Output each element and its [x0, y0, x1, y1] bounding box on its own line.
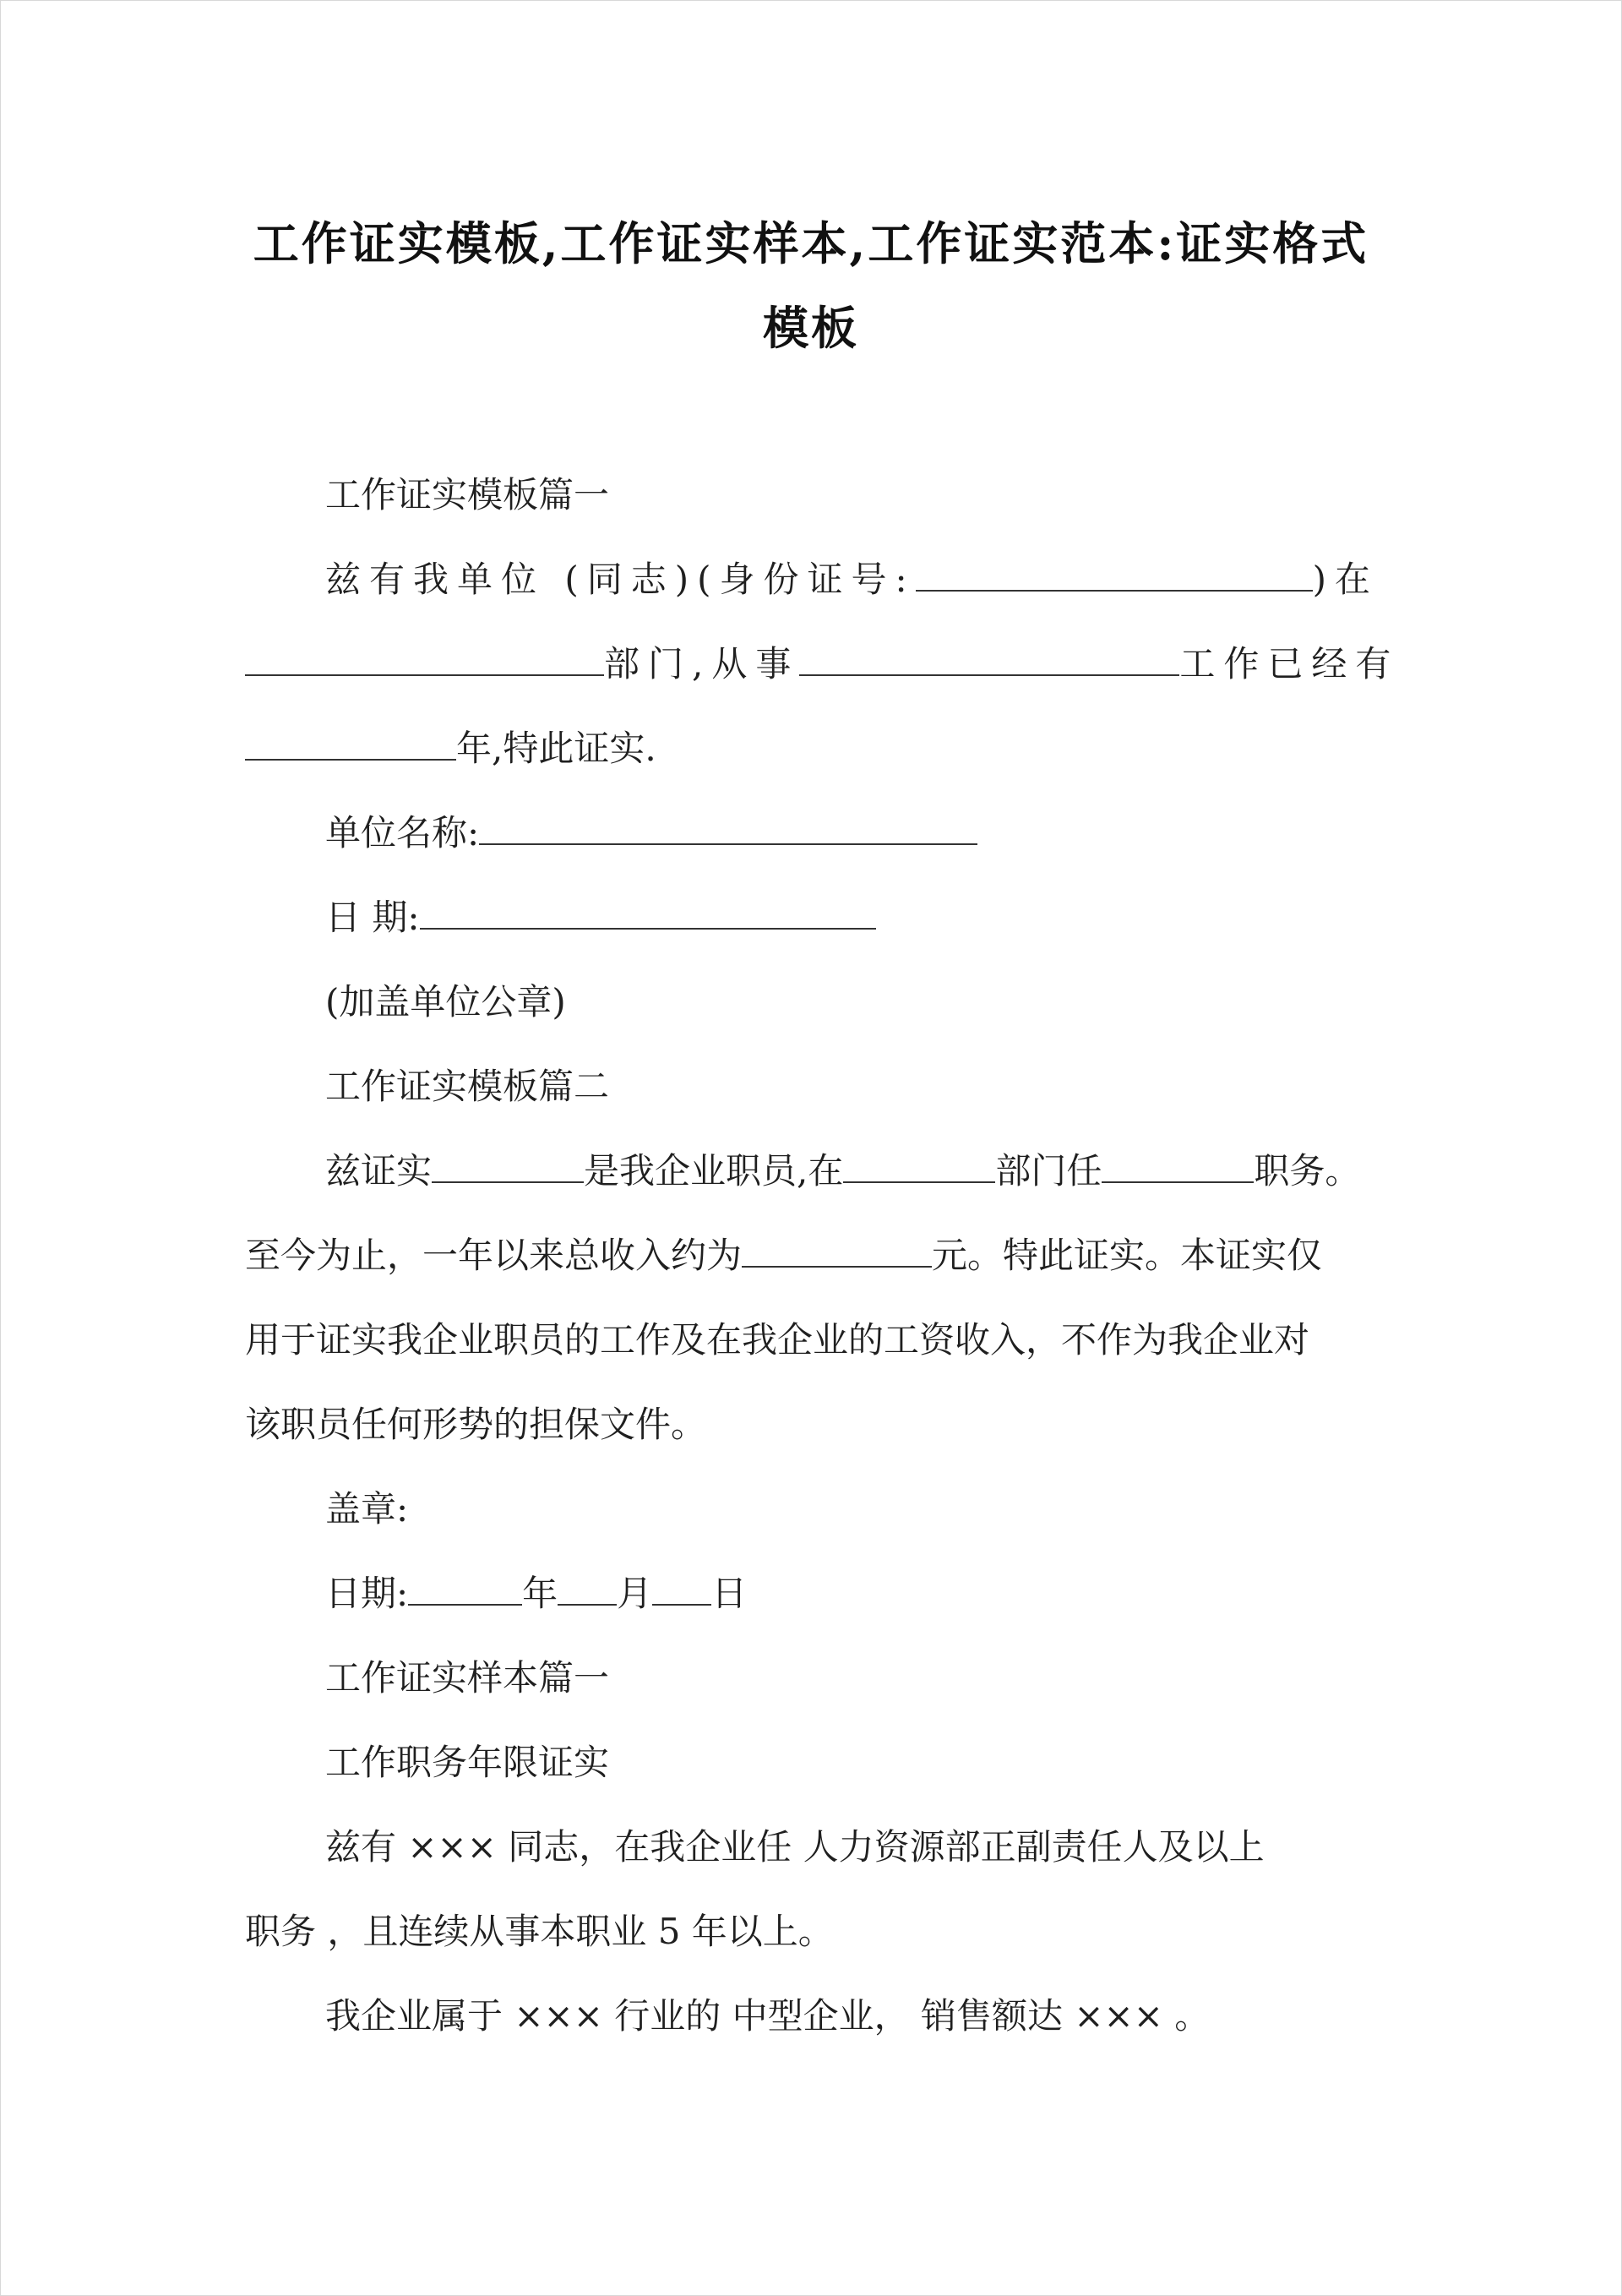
text-segment: 至今为止，一年以来总收入约为: [245, 1235, 743, 1276]
text-segment: 兹证实: [325, 1150, 433, 1192]
years-blank: [245, 727, 456, 761]
date-label: 日期:: [325, 1573, 409, 1614]
work-blank: [799, 642, 1179, 676]
income-blank: [742, 1234, 932, 1268]
document-title: 工作证实模板,工作证实样本,工作证实范本:证实格式模板: [253, 216, 1369, 355]
text-segment: 是我企业职员,在: [584, 1150, 844, 1192]
seal-note: (加盖单位公章): [325, 981, 566, 1023]
text-segment: )在: [1312, 559, 1380, 600]
department-blank: [843, 1149, 995, 1183]
year-label: 年: [522, 1573, 558, 1614]
section3-paragraph-line2: 职务 ，且连续从事本职业 5 年以上。: [245, 1911, 834, 1952]
text-segment: 工作已经有: [1179, 643, 1400, 684]
day-blank: [652, 1572, 711, 1606]
month-label: 月: [617, 1573, 653, 1614]
section2-date-line: [325, 1568, 747, 1619]
unit-name-line: [325, 808, 977, 859]
text-segment: 年,特此证实.: [456, 728, 656, 769]
section2-paragraph-line4: 该职员任何形势的担保文件。: [245, 1404, 707, 1445]
month-blank: [558, 1572, 617, 1606]
name-blank: [432, 1149, 584, 1183]
text-segment: 元。特此证实。本证实仅: [932, 1235, 1323, 1276]
section3-paragraph2: 我企业属于 ××× 行业的 中型企业， 销售额达 ××× 。: [325, 1995, 1211, 2037]
section1-paragraph-line1: [325, 554, 1379, 605]
day-label: 日: [711, 1573, 748, 1614]
section3-subheading: 工作职务年限证实: [325, 1742, 610, 1783]
date-blank: [420, 896, 876, 930]
section2-paragraph-line1: [325, 1146, 1360, 1197]
text-segment: 职务。: [1254, 1150, 1361, 1192]
date-label: 日 期:: [325, 897, 420, 938]
year-blank: [408, 1572, 522, 1606]
section1-paragraph-line3: [245, 723, 656, 774]
section2-paragraph-line3: 用于证实我企业职员的工作及在我企业的工资收入，不作为我企业对: [245, 1319, 1310, 1361]
section3-heading: 工作证实样本篇一: [325, 1657, 610, 1699]
section1-heading: 工作证实模板篇一: [325, 474, 610, 515]
text-segment: 部门任: [995, 1150, 1102, 1192]
section2-heading: 工作证实模板篇二: [325, 1066, 610, 1107]
section2-paragraph-line2: [245, 1230, 1322, 1281]
text-segment: 兹有我单位 (同志)(身份证号:: [325, 559, 916, 600]
section1-paragraph-line2: [245, 639, 1399, 690]
id-number-blank: [916, 558, 1313, 592]
date-line: [325, 892, 876, 943]
unit-name-blank: [479, 811, 977, 845]
department-blank: [245, 642, 604, 676]
section3-paragraph-line1: 兹有 ××× 同志，在我企业任 人力资源部正副责任人及以上: [325, 1826, 1265, 1868]
unit-name-label: 单位名称:: [325, 812, 480, 854]
text-segment: 部门,从事: [604, 643, 800, 684]
position-blank: [1102, 1149, 1254, 1183]
stamp-label: 盖章:: [325, 1488, 409, 1530]
